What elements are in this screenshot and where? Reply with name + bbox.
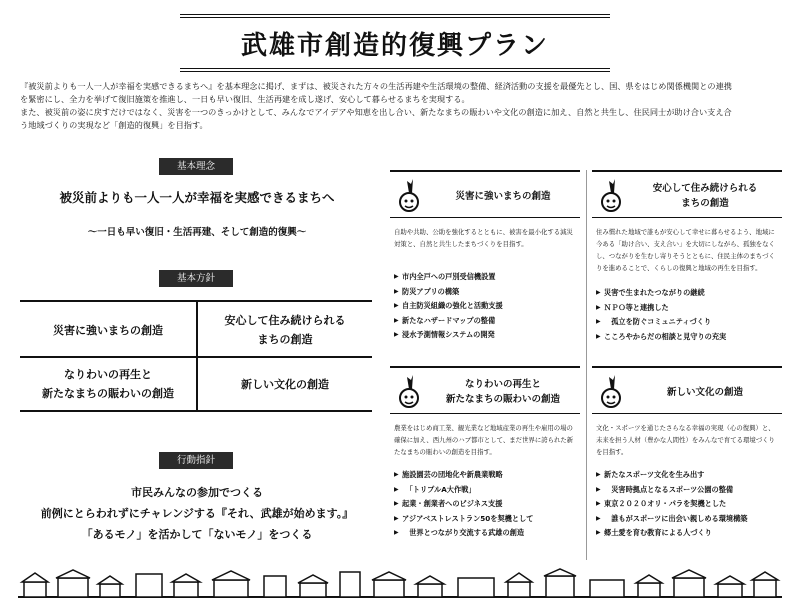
panel-title: 新しい文化の創造 xyxy=(666,386,743,398)
panel-header xyxy=(592,366,782,414)
hoshin-cell-1: 災害に強いまちの創造 xyxy=(53,323,163,337)
panel-header xyxy=(390,170,580,218)
list-item: ▶ 新たなハザードマップの整備 xyxy=(394,314,578,329)
panel-items xyxy=(596,468,780,541)
title-frame xyxy=(180,14,610,72)
kihon-rinen-label xyxy=(159,158,233,175)
list-item: ▶ 施設園芸の団地化や新農業戦略 xyxy=(394,468,578,483)
list-item: ▶ こころやからだの相談と見守りの充実 xyxy=(596,330,780,345)
list-item: ▶ アジアベストレストラン50を契機として xyxy=(394,512,578,527)
list-item: ▶ 孤立を防ぐコミュニティづくり xyxy=(596,315,780,330)
koudou-line: 前例にとらわれずにチャレンジする『それ、武雄が始めます。』 xyxy=(40,507,354,520)
panel-title: 災害に強いまちの創造 xyxy=(455,190,551,202)
list-item: ▶ 市内全戸への戸別受信機設置 xyxy=(394,270,578,285)
hoshin-cell-2: 安心して住み続けられる まちの創造 xyxy=(224,314,346,346)
intro-line: う地域づくりの実現など「創造的復興」を目指す。 xyxy=(20,120,208,130)
town-illustration xyxy=(18,568,782,598)
kihon-hoshin-grid xyxy=(20,300,372,412)
panel-header xyxy=(390,366,580,414)
intro-line: 『被災前よりも一人一人が幸福を実感できるまちへ』を基本理念に掲げ、まずは、被災された方々の生活再建や生活環境の整備、経済活動の支援を最優先とし、国、県をはじめ関係機関との連携 xyxy=(20,81,732,91)
list-item: ▶ 災害で生まれたつながりの継続 xyxy=(596,286,780,301)
intro-line: を緊密にし、全力を挙げて復旧施策を推進し、一日も早い復旧、生活再建を成し遂げ、安心して暮らせるまちを実現する。 xyxy=(20,94,470,104)
panel-desc: 住み慣れた地域で誰もが安心して幸せに暮らせるよう、地域に今ある「助け合い、支え合い」を大切にしながら、孤独をなくし、つながりを生むし寄りそうとともに、住民主体のまちづくりを進めることで、くらしの復興と地域の再生を目指す。 xyxy=(596,228,775,272)
koudou-shishin-label xyxy=(159,452,233,469)
list-item: ▶ 防災アプリの構築 xyxy=(394,285,578,300)
hoshin-cell-4: 新しい文化の創造 xyxy=(241,377,329,391)
koudou-shishin-lines xyxy=(22,482,372,545)
list-item: ▶ ＮＰＯ等と連携した xyxy=(596,301,780,316)
kihon-hoshin-label-text: 基本方針 xyxy=(176,273,215,284)
mascot-icon xyxy=(396,374,422,410)
panel-divider xyxy=(586,170,587,560)
list-item: ▶ 新たなスポーツ文化を生み出す xyxy=(596,468,780,483)
mascot-icon xyxy=(598,178,624,214)
panel-desc: 文化・スポーツを通じたさらなる幸福の実現（心の復興）と、未来を担う人材（豊かな人間性）をみんなで育てる環境づくりを目指す。 xyxy=(596,424,775,456)
kihon-hoshin-label xyxy=(159,270,233,287)
panel-header xyxy=(592,170,782,218)
panel-livelihood xyxy=(390,366,580,560)
mascot-icon xyxy=(598,374,624,410)
kihon-rinen-label-text: 基本理念 xyxy=(176,161,215,172)
koudou-line: 「あるモノ」を活かして「ないモノ」をつくる xyxy=(81,528,313,541)
list-item: ▶ 自主防災組織の強化と活動支援 xyxy=(394,299,578,314)
list-item: ▶ 起業・創業者へのビジネス支援 xyxy=(394,497,578,512)
kihon-rinen-main: 被災前よりも一人一人が幸福を実感できるまちへ xyxy=(59,190,335,205)
list-item: ▶ 浸水予測情報システムの開発 xyxy=(394,328,578,343)
list-item: ▶ 世界とつながり交流する武雄の創造 xyxy=(394,526,578,541)
koudou-line: 市民みんなの参加でつくる xyxy=(131,486,263,499)
panel-title: 安心して住み続けられる まちの創造 xyxy=(652,183,758,209)
list-item: ▶ 東京２０２０オリ・パラを契機とした xyxy=(596,497,780,512)
intro-text xyxy=(20,80,780,132)
panel-desc: 自助や共助、公助を強化するとともに、被害を最小化する減災対策と、自然と共生したまちづくりを目指す。 xyxy=(394,228,573,248)
intro-line: また、被災前の姿に戻すだけではなく、災害を一つのきっかけとして、みんなでアイデアや知恵を出し合い、新たなまちの賑わいや文化の創造に加え、自然と共生し、住民同士が助け合い支え合 xyxy=(20,107,732,117)
panel-safety xyxy=(592,170,782,360)
list-item: ▶ 郷土愛を育む教育による人づくり xyxy=(596,526,780,541)
list-item: ▶ 「トリプルA大作戦」 xyxy=(394,483,578,498)
kihon-rinen-sub: ～一日も早い復旧・生活再建、そして創造的復興～ xyxy=(87,227,307,238)
panel-desc: 農業をはじめ商工業、観光業など地域産業の再生や雇用の場の確保に加え、西九州のハブ都市として、まだ世界に誇られた新たなまちの賑わいの創造を目指す。 xyxy=(394,424,574,456)
page-title: 武雄市創造的復興プラン xyxy=(240,30,549,61)
panel-culture xyxy=(592,366,782,560)
mascot-icon xyxy=(396,178,422,214)
koudou-shishin-label-text: 行動指針 xyxy=(176,455,215,466)
list-item: ▶ 災害時拠点となるスポーツ公園の整備 xyxy=(596,483,780,498)
hoshin-cell-3: なりわいの再生と 新たなまちの賑わいの創造 xyxy=(42,368,174,400)
panel-items xyxy=(394,468,578,541)
panel-items xyxy=(596,286,780,344)
panel-disaster xyxy=(390,170,580,360)
list-item: ▶ 誰もがスポーツに出会い親しめる環境構築 xyxy=(596,512,780,527)
panel-items xyxy=(394,270,578,343)
panel-title: なりわいの再生と 新たなまちの賑わいの創造 xyxy=(445,379,560,405)
